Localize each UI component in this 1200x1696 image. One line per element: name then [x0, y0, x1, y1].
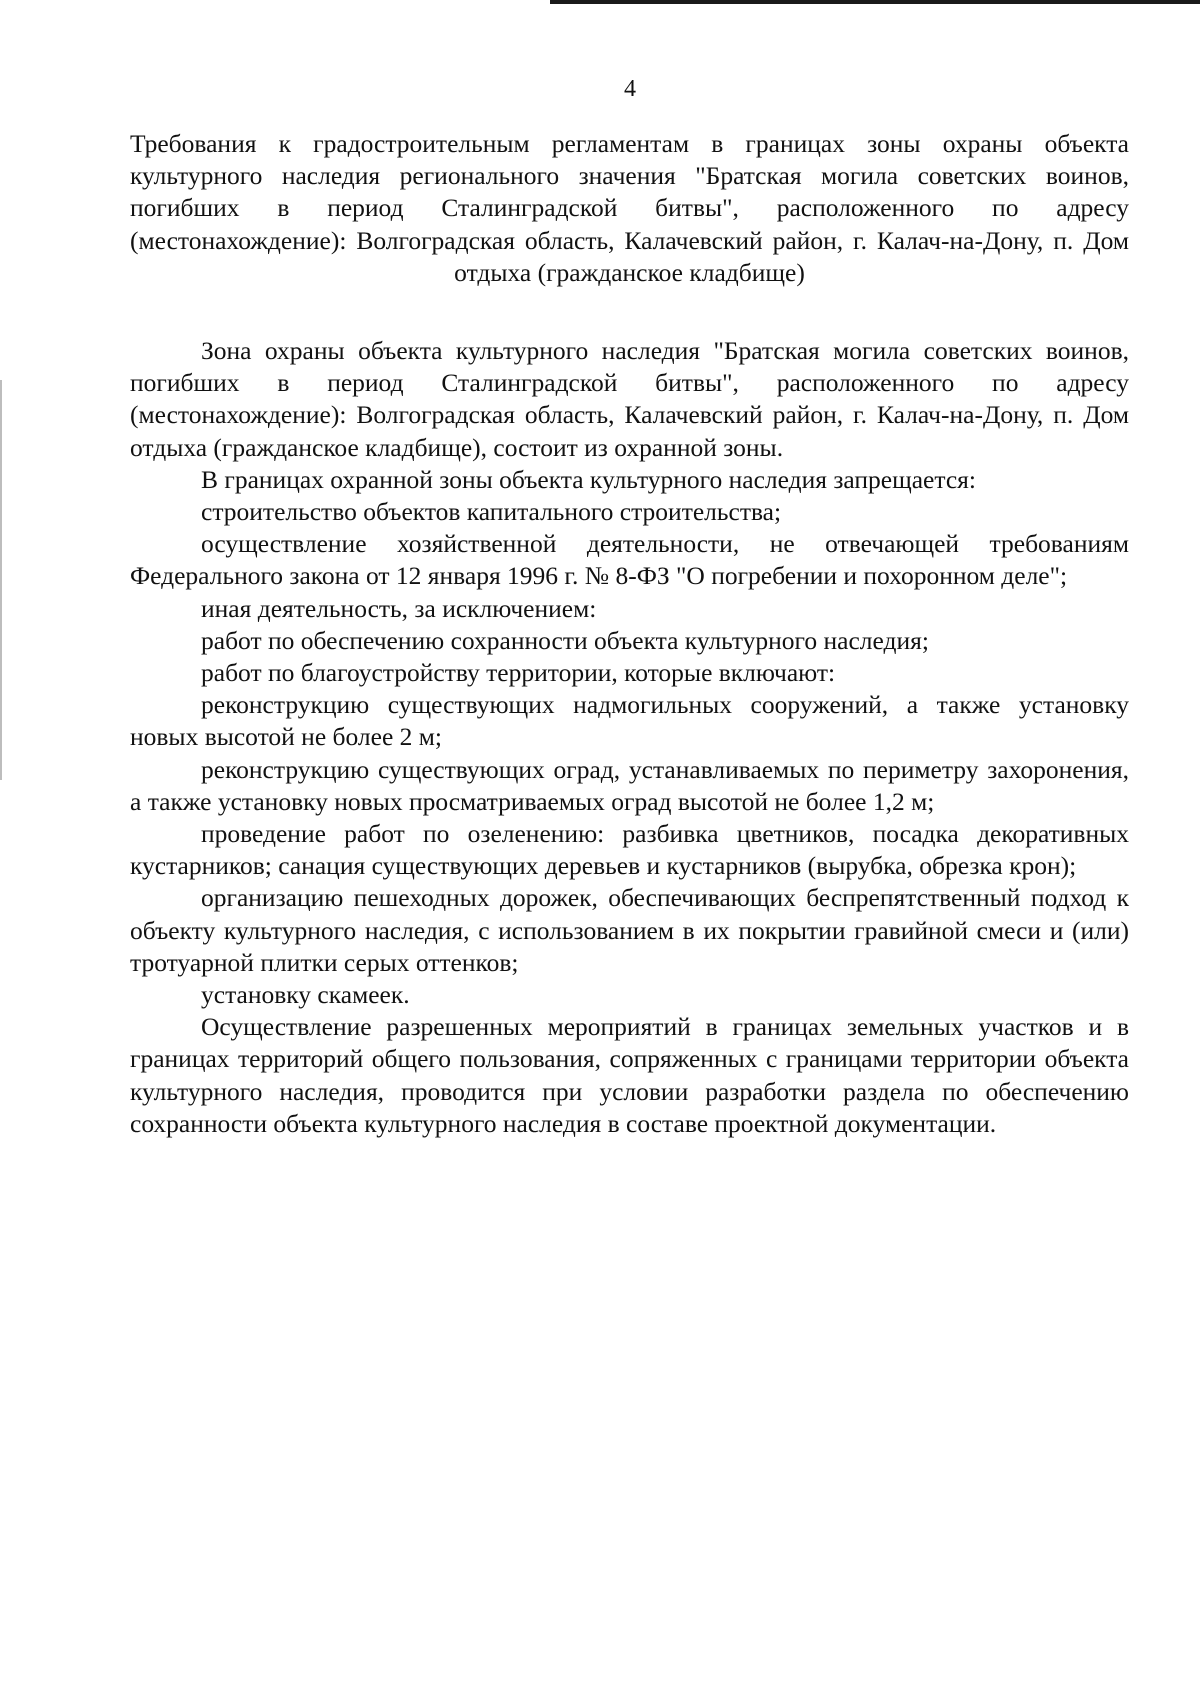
paragraph: проведение работ по озеленению: разбивка цветников, посадка декоративных кустарников; санация существующих деревьев и кустарников (вырубка, обрезка крон);: [130, 819, 1129, 881]
spacer: [130, 289, 1129, 335]
paragraph: реконструкцию существующих оград, устанавливаемых по периметру захоронения, а также установку новых просматриваемых оград высотой не более 1,2 м;: [130, 754, 1129, 816]
scan-edge-line: [550, 0, 1200, 4]
paragraph: работ по благоустройству территории, которые включают:: [201, 658, 836, 688]
paragraph: организацию пешеходных дорожек, обеспечивающих беспрепятственный подход к объекту культурного наследия, с использованием в их покрытии гравийной смеси и (или) тротуарной плитки серых оттенков;: [130, 883, 1129, 977]
paragraph: Зона охраны объекта культурного наследия "Братская могила советских воинов, погибших в период Сталинградской битвы", расположенного по адресу (местонахождение): Волгоградская область, Калачевский район, г. Калач-на-Дону, п. Дом отдыха (гражданское кладбище), состоит из охранной зоны.: [130, 336, 1129, 462]
paragraph: осуществление хозяйственной деятельности, не отвечающей требованиям Федерального закона от 12 января 1996 г. № 8-ФЗ "О погребении и похоронном деле";: [130, 529, 1129, 591]
paragraph: установку скамеек.: [201, 980, 410, 1010]
paragraph: Осуществление разрешенных мероприятий в границах земельных участков и в границах территорий общего пользования, сопряженных с границами территории объекта культурного наследия, проводится при условии разработки раздела по обеспечению сохранности объекта культурного наследия в составе проектной документации.: [130, 1012, 1129, 1138]
paragraph: строительство объектов капитального строительства;: [201, 497, 782, 527]
document-title: Требования к градостроительным регламентам в границах зоны охраны объекта культурного наследия регионального значения "Братская могила советских воинов, погибших в период Сталинградской битвы", расположенного по адресу (местонахождение): Волгоградская область, Калачевский район, г. Калач-на-Дону, п. Дом отдыха (гражданское кладбище): [130, 129, 1129, 287]
paragraph: В границах охранной зоны объекта культурного наследия запрещается:: [201, 464, 976, 494]
scan-margin-mark: [0, 380, 2, 780]
paragraph: работ по обеспечению сохранности объекта культурного наследия;: [201, 625, 929, 655]
document-body: [130, 128, 1129, 1140]
paragraph: иная деятельность, за исключением:: [201, 593, 597, 623]
page-number: 4: [624, 76, 636, 102]
paragraph: реконструкцию существующих надмогильных сооружений, а также установку новых высотой не более 2 м;: [130, 690, 1129, 752]
